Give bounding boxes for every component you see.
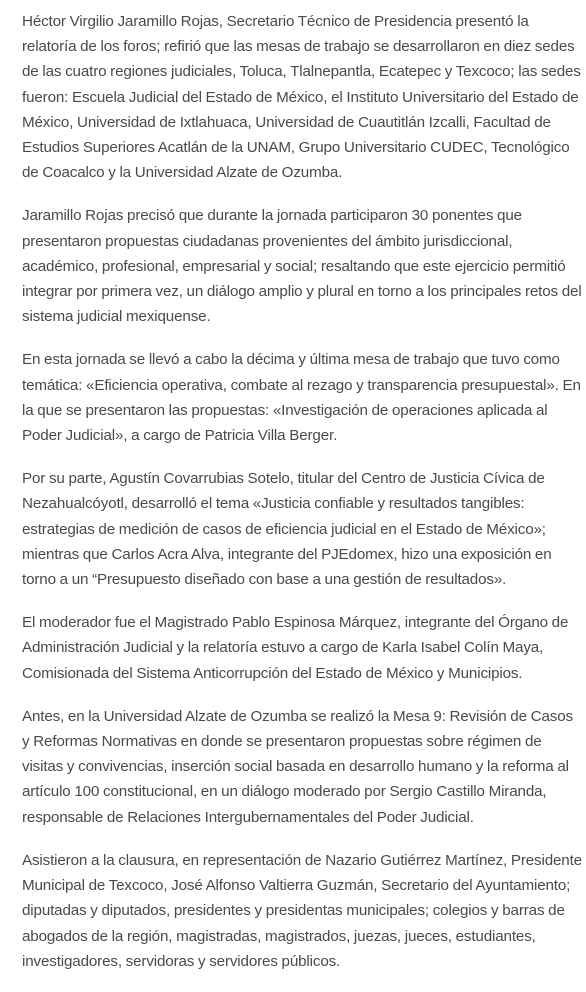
paragraph-covarrubias: Por su parte, Agustín Covarrubias Sotelo, titular del Centro de Justicia Cívica de Nezahualcóyotl, desarrolló el tema «Justicia confiable y resultados tangibles: estrategias de medición de casos de eficiencia judicial en el Estado de México»; mientras que Carlos Acra Alva, integrante del PJEdomex, hizo una exposición en torno a un “Presupuesto diseñado con base a una gestión de resultados». bbox=[22, 470, 552, 589]
paragraph-moderador: El moderador fue el Magistrado Pablo Espinosa Márquez, integrante del Órgano de Administración Judicial y la relatoría estuvo a cargo de Karla Isabel Colín Maya, Comisionada del Sistema Anticorrupción del Estado de México y Municipios. bbox=[22, 614, 569, 682]
paragraph-clausura: Asistieron a la clausura, en representación de Nazario Gutiérrez Martínez, Presidente Municipal de Texcoco, José Alfonso Valtierra Guzmán, Secretario del Ayuntamiento; diputadas y diputados, presidentes y presidentas municipales; colegios y barras de abogados de la región, magistradas, magistrados, juezas, jueces, estudiantes, investigadores, servidoras y servidores públicos. bbox=[22, 851, 582, 970]
paragraph-mesa-9: Antes, en la Universidad Alzate de Ozumba se realizó la Mesa 9: Revisión de Casos y Reformas Normativas en donde se presentaron propuestas sobre régimen de visitas y convivencias, inserción social basada en desarrollo humano y la reforma al artículo 100 constitucional, en un diálogo moderado por Sergio Castillo Miranda, responsable de Relaciones Intergubernamentales del Poder Judicial. bbox=[22, 707, 573, 826]
paragraph-ponentes: Jaramillo Rojas precisó que durante la jornada participaron 30 ponentes que presentaron propuestas ciudadanas provenientes del ámbito jurisdiccional, académico, profesional, empresarial y social; resaltando que este ejercicio permitió integrar por primera vez, un diálogo amplio y plural en torno a los principales retos del sistema judicial mexiquense. bbox=[22, 207, 582, 326]
paragraph-decima-mesa: En esta jornada se llevó a cabo la décima y última mesa de trabajo que tuvo como temática: «Eficiencia operativa, combate al rezago y transparencia presupuestal». En la que se presentaron las propuestas: «Investigación de operaciones aplicada al Poder Judicial», a cargo de Patricia Villa Berger. bbox=[22, 351, 581, 445]
article-body bbox=[22, 9, 584, 974]
paragraph-foros-relatoria: Héctor Virgilio Jaramillo Rojas, Secretario Técnico de Presidencia presentó la relatoría de los foros; refirió que las mesas de trabajo se desarrollaron en diez sedes de las cuatro regiones judiciales, Toluca, Tlalnepantla, Ecatepec y Texcoco; las sedes fueron: Escuela Judicial del Estado de México, el Instituto Universitario del Estado de México, Universidad de Ixtlahuaca, Universidad de Cuautitlán Izcalli, Facultad de Estudios Superiores Acatlán de la UNAM, Grupo Universitario CUDEC, Tecnológico de Coacalco y la Universidad Alzate de Ozumba. bbox=[22, 13, 581, 182]
